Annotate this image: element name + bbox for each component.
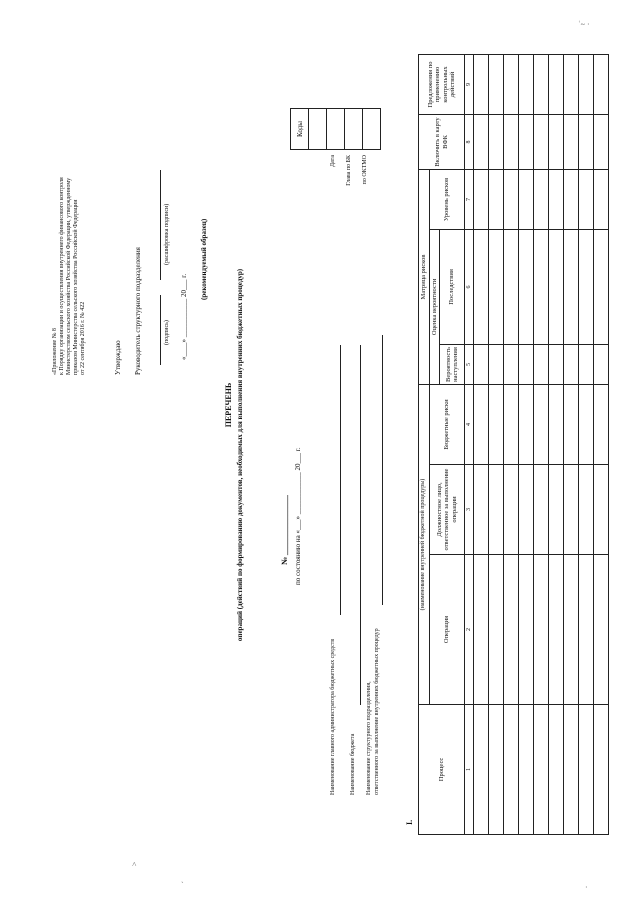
hdr-official: Должностное лицо, ответственное за выполнение операции	[429, 465, 465, 555]
section-mark: I.	[405, 819, 414, 825]
doc-number: № _______________	[280, 494, 289, 565]
table-row	[579, 54, 594, 834]
col-num: 1	[465, 705, 474, 835]
hdr-risk-level: Уровень рисков	[429, 169, 465, 229]
hdr-include-vfk: Включить в карту ВФК	[419, 114, 465, 169]
table-row	[474, 54, 489, 834]
hdr-risk-assessment: Оценка вероятности	[429, 229, 440, 384]
table-row	[489, 54, 504, 834]
code-label-bk: Глава по БК	[346, 155, 352, 186]
field-unit-label-1: Наименование структурного подразделения,	[366, 681, 372, 795]
col-num: 3	[465, 465, 474, 555]
appendix-line: приказом Министерства сельского хозяйства Российской Федерации	[73, 199, 79, 375]
table-row	[594, 54, 609, 834]
col-num: 4	[465, 385, 474, 465]
field-budget-line	[360, 345, 361, 705]
appendix-line: «Приложение № 8	[52, 328, 58, 375]
recommended-sample: (рекомендуемый образец)	[200, 218, 208, 300]
signature-line	[160, 295, 161, 365]
field-budget-label: Наименование бюджета	[350, 733, 356, 795]
signature-caption: (подпись)	[164, 320, 170, 345]
hdr-risk-matrix: Матрица рисков	[419, 169, 430, 384]
hdr-process: Процесс	[419, 705, 465, 835]
hdr-budget-risks: Бюджетные риски	[429, 385, 465, 465]
approval-date: «____» ___________ 20___ г.	[180, 273, 188, 360]
appendix-line: к Порядку организации и осуществления внутреннего финансового контроля	[59, 177, 65, 375]
code-empty-cell	[363, 109, 381, 150]
procedure-caption: (наименование внутренней бюджетной процедуры)	[419, 385, 430, 705]
col-num: 2	[465, 555, 474, 705]
doc-subtitle: операций (действий по формированию документов, необходимых для выполнения внутренних бюджетных процедур)	[236, 268, 244, 642]
table-row	[504, 54, 519, 834]
field-unit-line	[382, 335, 383, 605]
codes-header: Коды	[291, 109, 309, 150]
field-gabs-label: Наименование главного администратора бюджетных средств	[330, 638, 336, 795]
hdr-operation: Операция	[429, 555, 465, 705]
col-num: 6	[465, 229, 474, 344]
col-num: 7	[465, 169, 474, 229]
code-date-cell	[309, 109, 327, 150]
table-row	[534, 54, 549, 834]
field-unit-label-2: ответственного за выполнение внутренних бюджетных процедур	[374, 628, 380, 795]
appendix-line: от 22 сентября 2016 г. № 422	[80, 301, 86, 375]
doc-as-of: по состоянию на «___» ____________ 20___ г.	[294, 447, 302, 585]
decode-caption: (расшифровка подписи)	[164, 203, 170, 265]
code-label-date: Дата	[330, 155, 336, 167]
hdr-proposals: Предложения по применению контрольных действий	[419, 54, 465, 114]
approval-approved: Утверждаю	[114, 340, 122, 375]
appendix-block	[52, 95, 87, 375]
code-label-oktmo: по ОКТМО	[362, 155, 368, 185]
table-row	[519, 54, 534, 834]
code-oktmo-cell	[345, 109, 363, 150]
table-row	[549, 54, 564, 834]
hdr-probability: Вероятность наступления	[440, 344, 465, 384]
table-row	[564, 54, 579, 834]
code-bk-cell	[327, 109, 345, 150]
field-gabs-line	[340, 345, 341, 615]
operations-table	[418, 54, 609, 835]
hdr-consequences: Последствия	[440, 229, 465, 344]
doc-title: ПЕРЕЧЕНЬ	[224, 382, 233, 428]
col-num: 9	[465, 54, 474, 114]
appendix-line: Министерством сельского хозяйства Российской Федерации, утвержденному	[66, 177, 72, 375]
decode-line	[160, 170, 161, 280]
col-num: 8	[465, 114, 474, 169]
codes-box	[290, 108, 381, 150]
col-num: 5	[465, 344, 474, 384]
approval-head: Руководитель структурного подразделения	[134, 247, 142, 375]
